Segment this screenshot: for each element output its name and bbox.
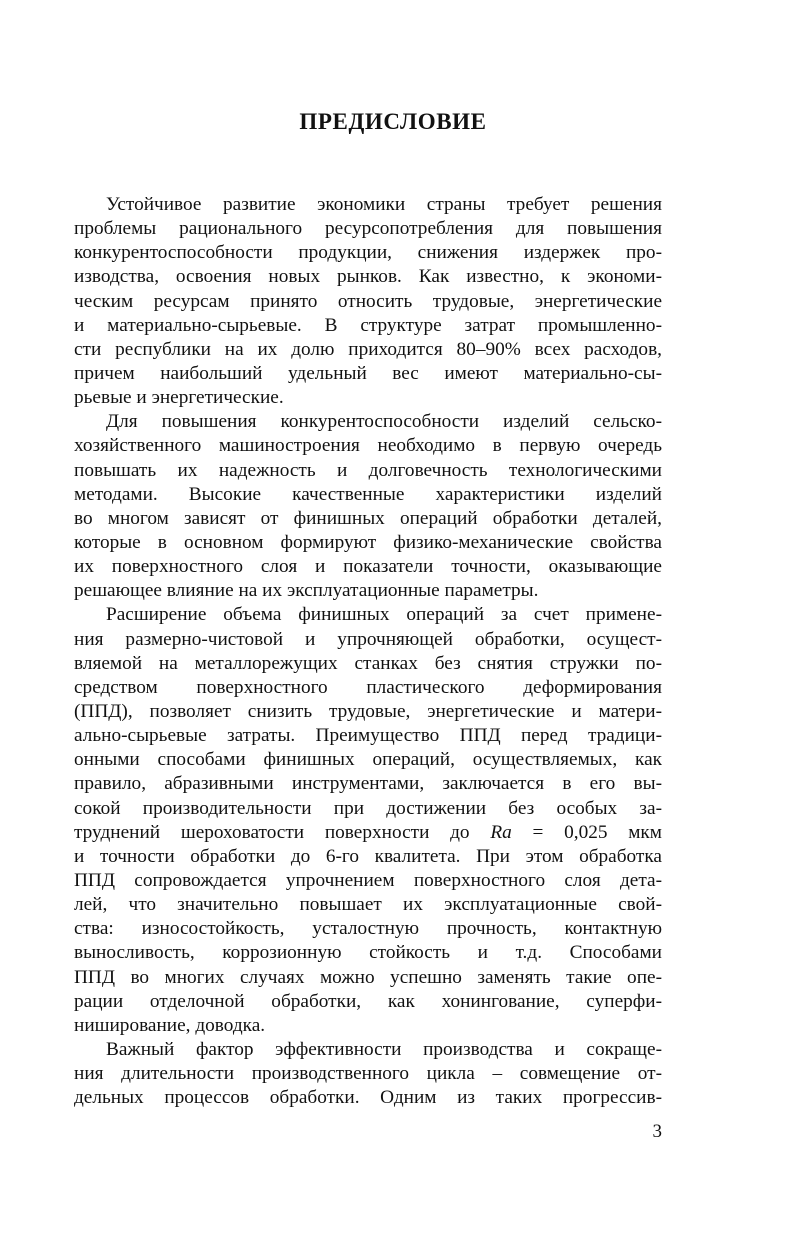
text-segment: труднений шероховатости поверхности до [74, 821, 491, 843]
text-line: конкурентоспособности продукции, снижения издержек про- [74, 242, 662, 264]
text-line: повышать их надежность и долговечность технологическими [74, 459, 662, 481]
page-title: ПРЕДИСЛОВИЕ [299, 109, 487, 134]
text-line: лей, что значительно повышает их эксплуатационные свой- [74, 894, 662, 916]
text-line: ческим ресурсам принято относить трудовые, энергетические [74, 290, 662, 312]
text-line: онными способами финишных операций, осуществляемых, как [74, 749, 662, 771]
text-line: (ППД), позволяет снизить трудовые, энергетические и матери- [74, 700, 662, 722]
roughness-symbol: Ra [490, 821, 512, 843]
paragraph-3 [74, 603, 662, 1038]
text-line-with-formula [74, 821, 662, 845]
text-line: дельных процессов обработки. Одним из таких прогрессив- [74, 1087, 662, 1109]
text-line: выносливость, коррозионную стойкость и т.д. Способами [74, 942, 662, 964]
text-line: Для повышения конкурентоспособности изделий сельско- [106, 411, 662, 433]
text-line: ППД сопровождается упрочнением поверхностного слоя дета- [74, 869, 662, 891]
text-line: ства: износостойкость, усталостную прочность, контактную [74, 918, 662, 940]
text-line: и материально-сырьевые. В структуре затрат промышленно- [74, 314, 662, 336]
text-line: которые в основном формируют физико-механические свойства [74, 531, 662, 553]
text-line: рации отделочной обработки, как хонингование, суперфи- [74, 990, 662, 1012]
text-line: ППД во многих случаях можно успешно заменять такие опе- [74, 966, 662, 988]
text-line: сокой производительности при достижении без особых за- [74, 797, 662, 819]
body-text [74, 193, 662, 1110]
text-line: решающее влияние на их эксплуатационные параметры. [74, 580, 539, 602]
text-line: вляемой на металлорежущих станках без снятия стружки по- [74, 652, 662, 674]
text-line: их поверхностного слоя и показатели точности, оказывающие [74, 556, 662, 578]
text-line: правило, абразивными инструментами, заключается в его вы- [74, 773, 662, 795]
text-line: причем наибольший удельный вес имеют материально-сы- [74, 362, 662, 384]
paragraph-1 [74, 193, 662, 410]
text-line: сти республики на их долю приходится 80–90% всех расходов, [74, 338, 662, 360]
text-line: проблемы рационального ресурсопотребления для повышения [74, 218, 662, 240]
text-line: методами. Высокие качественные характеристики изделий [74, 483, 662, 505]
text-line: изводства, освоения новых рынков. Как известно, к экономи- [74, 266, 662, 288]
page-number: 3 [652, 1121, 662, 1142]
text-line: Важный фактор эффективности производства и сокраще- [106, 1038, 662, 1060]
text-segment: = 0,025 мкм [511, 821, 662, 843]
text-line: ально-сырьевые затраты. Преимущество ППД перед традици- [74, 725, 662, 747]
text-line: и точности обработки до 6-го квалитета. При этом обработка [74, 845, 662, 867]
text-line: ния длительности производственного цикла – совмещение от- [74, 1063, 662, 1085]
text-line: средством поверхностного пластического деформирования [74, 676, 662, 698]
text-line: рьевые и энергетические. [74, 387, 284, 409]
text-line: ния размерно-чистовой и упрочняющей обработки, осущест- [74, 628, 662, 650]
paragraph-4 [74, 1038, 662, 1110]
paragraph-2 [74, 410, 662, 603]
text-line: Устойчивое развитие экономики страны требует решения [106, 194, 662, 215]
text-line: хозяйственного машиностроения необходимо в первую очередь [74, 435, 662, 457]
text-line: во многом зависят от финишных операций обработки деталей, [74, 507, 662, 529]
text-line: Расширение объема финишных операций за счет примене- [106, 604, 662, 626]
text-line: ниширование, доводка. [74, 1014, 266, 1036]
